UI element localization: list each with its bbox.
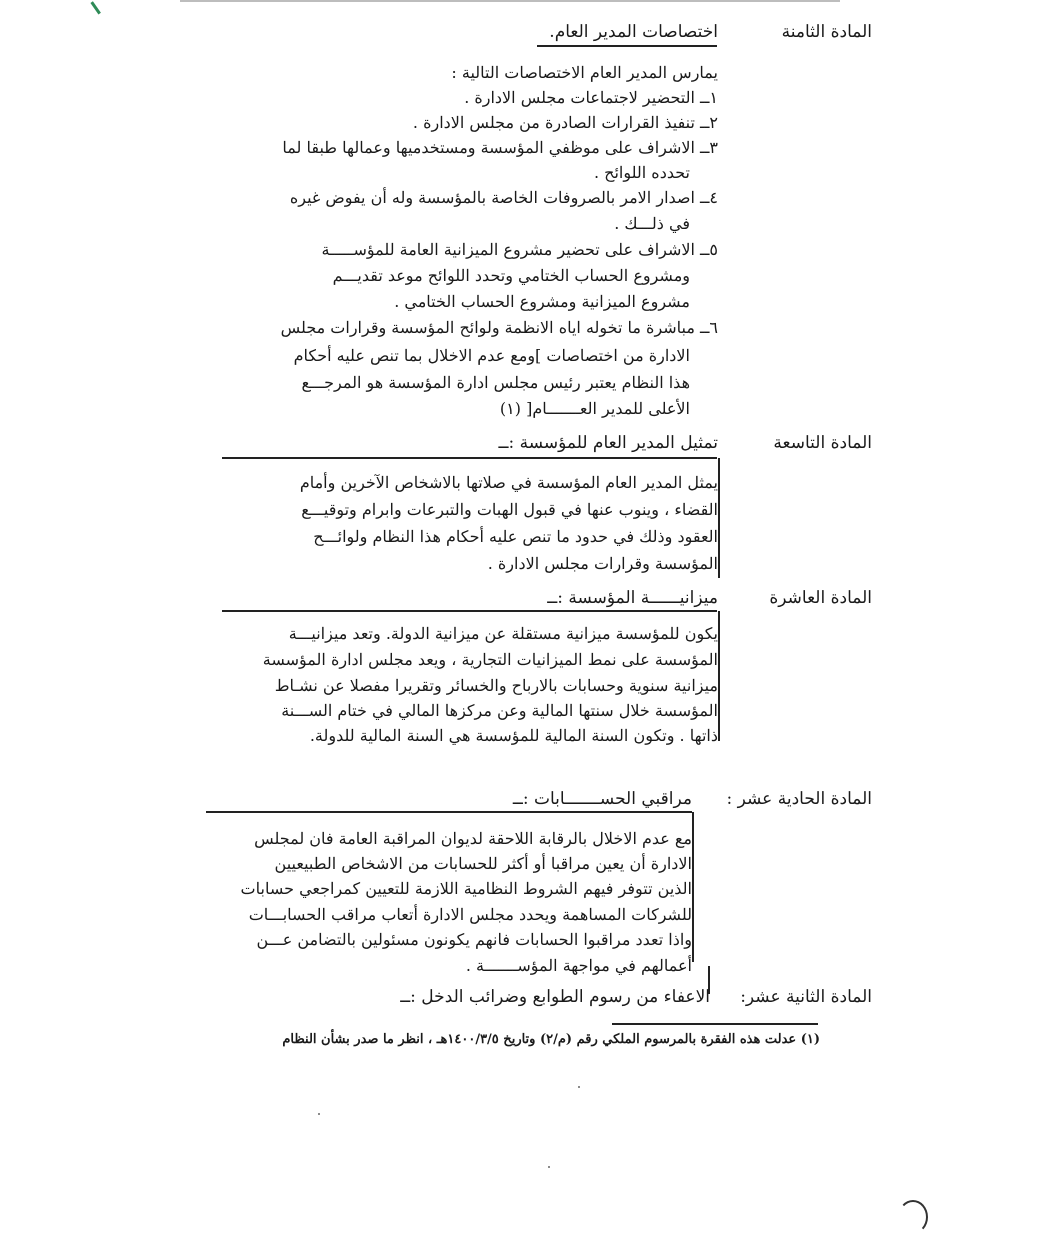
top-border-line — [180, 0, 840, 2]
article-8-line: في ذلـــك . — [614, 214, 690, 233]
article-11-line: مع عدم الاخلال بالرقابة اللاحقة لديوان المراقبة العامة فان لمجلس — [254, 829, 692, 848]
article-8-line: ٢ــ تنفيذ القرارات الصادرة من مجلس الادارة . — [412, 113, 718, 132]
article-8-title-underline — [537, 45, 717, 47]
article-11-line: أعمالهم في مواجهة المؤســـــــة . — [465, 956, 692, 975]
article-8-line: ٤ــ اصدار الامر بالصروفات الخاصة بالمؤسسة وله أن يفوض غيره — [289, 188, 718, 207]
footnote-rule — [612, 1023, 818, 1025]
footnote-text: (١) عدلت هذه الفقرة بالمرسوم الملكي رقم (م/٢) وتاريخ ١٤٠٠/٣/٥هـ ، انظر ما صدر بشأن النظام — [282, 1032, 820, 1047]
article-8-line: ١ــ التحضير لاجتماعات مجلس الادارة . — [464, 88, 718, 107]
article-11-label: المادة الحادية عشر : — [726, 789, 872, 809]
article-8-line: ومشروع الحساب الختامي وتحدد اللوائح موعد تقديـــم — [332, 266, 690, 285]
corner-mark — [90, 0, 120, 14]
article-10-line: ميزانية سنوية وحسابات بالارباح والخسائر وتقريرا مفصلا عن نشـاط — [274, 676, 718, 695]
article-8-title: اختصاصات المدير العام. — [549, 22, 718, 42]
article-9-title-underline — [222, 457, 717, 459]
article-11-title-underline — [206, 811, 692, 813]
article-8-label: المادة الثامنة — [781, 22, 872, 42]
article-9-line: القضاء ، وينوب عنها في قبول الهبات والتبرعات وابرام وتوقيـــع — [301, 500, 718, 519]
article-10-title: ميزانيــــــة المؤسسة :ــ — [547, 588, 718, 608]
article-10-line: المؤسسة خلال سنتها المالية وعن مركزها المالي في ختام الســـنة — [281, 701, 718, 720]
article-11-line: الذين تتوفر فيهم الشروط النظامية اللازمة للتعيين كمراجعي حسابات — [240, 879, 692, 898]
article-12-label: المادة الثانية عشر: — [740, 987, 872, 1007]
article-8-line: مشروع الميزانية ومشروع الحساب الختامي . — [394, 292, 690, 311]
article-9-side-rule — [718, 458, 720, 578]
article-11-line: واذا تعدد مراقبوا الحسابات فانهم يكونون مسئولين بالتضامن عـــن — [256, 930, 692, 949]
article-8-line: الأعلى للمدير العـــــــام[ (١) — [499, 399, 690, 418]
article-8-line: ٦ــ مباشرة ما تخوله اياه الانظمة ولوائح المؤسسة وقرارات مجلس — [280, 318, 718, 337]
article-10-title-underline — [222, 610, 717, 612]
article-11-line: للشركات المساهمة ويحدد مجلس الادارة أتعاب مراقب الحسابـــات — [248, 905, 692, 924]
article-8-line: يمارس المدير العام الاختصاصات التالية : — [451, 63, 718, 82]
article-11-side-rule — [692, 812, 694, 962]
article-9-line: المؤسسة وقرارات مجلس الادارة . — [487, 554, 718, 573]
page-curl-mark — [898, 1200, 928, 1234]
article-8-line: ٣ــ الاشراف على موظفي المؤسسة ومستخدميها وعمالها طبقا لما — [282, 138, 718, 157]
article-8-line: تحدده اللوائح . — [593, 163, 690, 182]
article-10-line: المؤسسة على نمط الميزانيات التجارية ، ويعد مجلس ادارة المؤسسة — [262, 650, 718, 669]
article-11-title: مراقبي الحســـــــابات :ــ — [512, 789, 692, 809]
scan-speck — [318, 1113, 320, 1115]
article-9-line: يمثل المدير العام المؤسسة في صلاتها بالاشخاص الآخرين وأمام — [299, 473, 718, 492]
article-8-line: ٥ــ الاشراف على تحضير مشروع الميزانية العامة للمؤســـــة — [321, 240, 718, 259]
article-8-line: الادارة من اختصاصات ]ومع عدم الاخلال بما تنص عليه أحكام — [293, 346, 690, 365]
article-12-title: الاعفاء من رسوم الطوابع وضرائب الدخل :ــ — [400, 987, 710, 1007]
article-9-title: تمثيل المدير العام للمؤسسة :ــ — [498, 433, 718, 453]
article-10-side-rule — [718, 611, 720, 741]
article-9-label: المادة التاسعة — [773, 433, 872, 453]
article-12-side-rule — [708, 966, 710, 994]
scan-speck — [548, 1166, 550, 1168]
article-11-line: الادارة أن يعين مراقبا أو أكثر للحسابات من الاشخاص الطبيعيين — [274, 854, 692, 873]
scan-speck — [578, 1086, 580, 1088]
article-8-line: هذا النظام يعتبر رئيس مجلس ادارة المؤسسة هو المرجـــع — [301, 373, 690, 392]
article-10-line: ذاتها . وتكون السنة المالية للمؤسسة هي السنة المالية للدولة. — [309, 726, 718, 745]
article-10-label: المادة العاشرة — [769, 588, 872, 608]
article-10-line: يكون للمؤسسة ميزانية مستقلة عن ميزانية الدولة. وتعد ميزانيـــة — [288, 624, 718, 643]
article-9-line: العقود وذلك في حدود ما تنص عليه أحكام هذا النظام ولوائـــح — [313, 527, 718, 546]
